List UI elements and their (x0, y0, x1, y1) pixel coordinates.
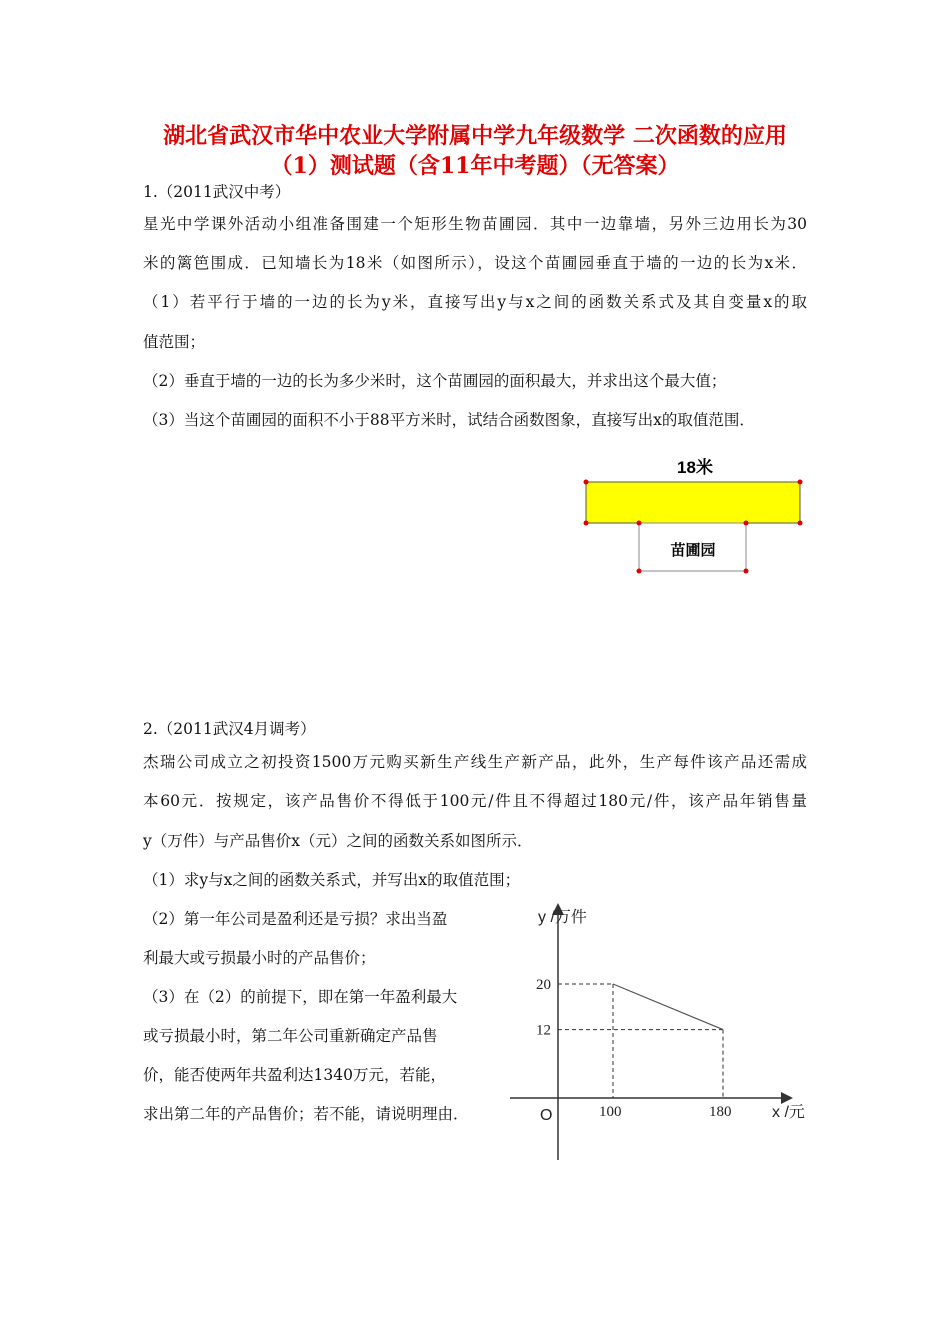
q2-paragraph-line-3: y（万件）与产品售价x（元）之间的函数关系如图所示． (143, 832, 533, 850)
y-tick-label: 12 (536, 1022, 551, 1039)
q1-paragraph-line-1: 星光中学课外活动小组准备围建一个矩形生物苗圃园．其中一边靠墙，另外三边用长为30 (143, 215, 807, 233)
q2-sub2-line-1: （2）第一年公司是盈利还是亏损？求出当盈 (143, 910, 448, 928)
document-title-line-2: （1）测试题（含11年中考题）（无答案） (270, 153, 680, 179)
corner-point (637, 521, 642, 526)
q1-sub1-line-1: （1）若平行于墙的一边的长为y米，直接写出y与x之间的函数关系式及其自变量x的取 (143, 293, 807, 311)
corner-point (637, 569, 642, 574)
q2-sub3-line-1: （3）在（2）的前提下，即在第一年盈利最大 (143, 988, 458, 1006)
y-tick-label: 20 (536, 977, 551, 993)
q2-sub3-line-4: 求出第二年的产品售价；若不能，请说明理由． (143, 1105, 469, 1123)
q1-paragraph-line-2: 米的篱笆围成．已知墙长为18米（如图所示），设这个苗圃园垂直于墙的一边的长为x米． (143, 254, 807, 272)
garden-label: 苗圃园 (670, 542, 716, 559)
x-axis-label: x /元 (772, 1104, 805, 1121)
wall-rect (586, 482, 800, 523)
q2-sub1: （1）求y与x之间的函数关系式，并写出x的取值范围； (143, 871, 521, 889)
corner-point (584, 521, 589, 526)
wall-length-label: 18米 (677, 458, 713, 477)
corner-point (798, 521, 803, 526)
x-tick-label: 180 (709, 1104, 732, 1120)
corner-point (584, 480, 589, 485)
corner-point (798, 480, 803, 485)
q2-sub3-line-2: 或亏损最小时，第二年公司重新确定产品售 (143, 1027, 438, 1045)
y-axis-label: y /万件 (538, 909, 587, 926)
garden-figure (578, 452, 808, 580)
q1-sub1-line-2: 值范围； (143, 333, 206, 351)
origin-label: O (540, 1107, 553, 1124)
sales-graph (510, 898, 810, 1168)
q2-header: 2.（2011武汉4月调考） (143, 720, 316, 738)
q2-paragraph-line-2: 本60元．按规定，该产品售价不得低于100元/件且不得超过180元/件，该产品年销售量 (143, 792, 807, 810)
q2-paragraph-line-1: 杰瑞公司成立之初投资1500万元购买新生产线生产新产品，此外，生产每件该产品还需成 (143, 753, 807, 771)
q1-header: 1.（2011武汉中考） (143, 183, 291, 201)
corner-point (744, 521, 749, 526)
q2-sub3-line-3: 价，能否使两年共盈利达1340万元，若能， (143, 1066, 446, 1084)
q2-sub2-line-2: 利最大或亏损最小时的产品售价； (143, 949, 376, 967)
x-tick-label: 100 (599, 1104, 622, 1120)
document-title-line-1: 湖北省武汉市华中农业大学附属中学九年级数学 二次函数的应用 (163, 123, 787, 149)
q1-sub3: （3）当这个苗圃园的面积不小于88平方米时，试结合函数图象，直接写出x的取值范围． (143, 411, 755, 429)
series-line (613, 984, 723, 1030)
corner-point (744, 569, 749, 574)
q1-sub2: （2）垂直于墙的一边的长为多少米时，这个苗圃园的面积最大，并求出这个最大值； (143, 372, 727, 390)
